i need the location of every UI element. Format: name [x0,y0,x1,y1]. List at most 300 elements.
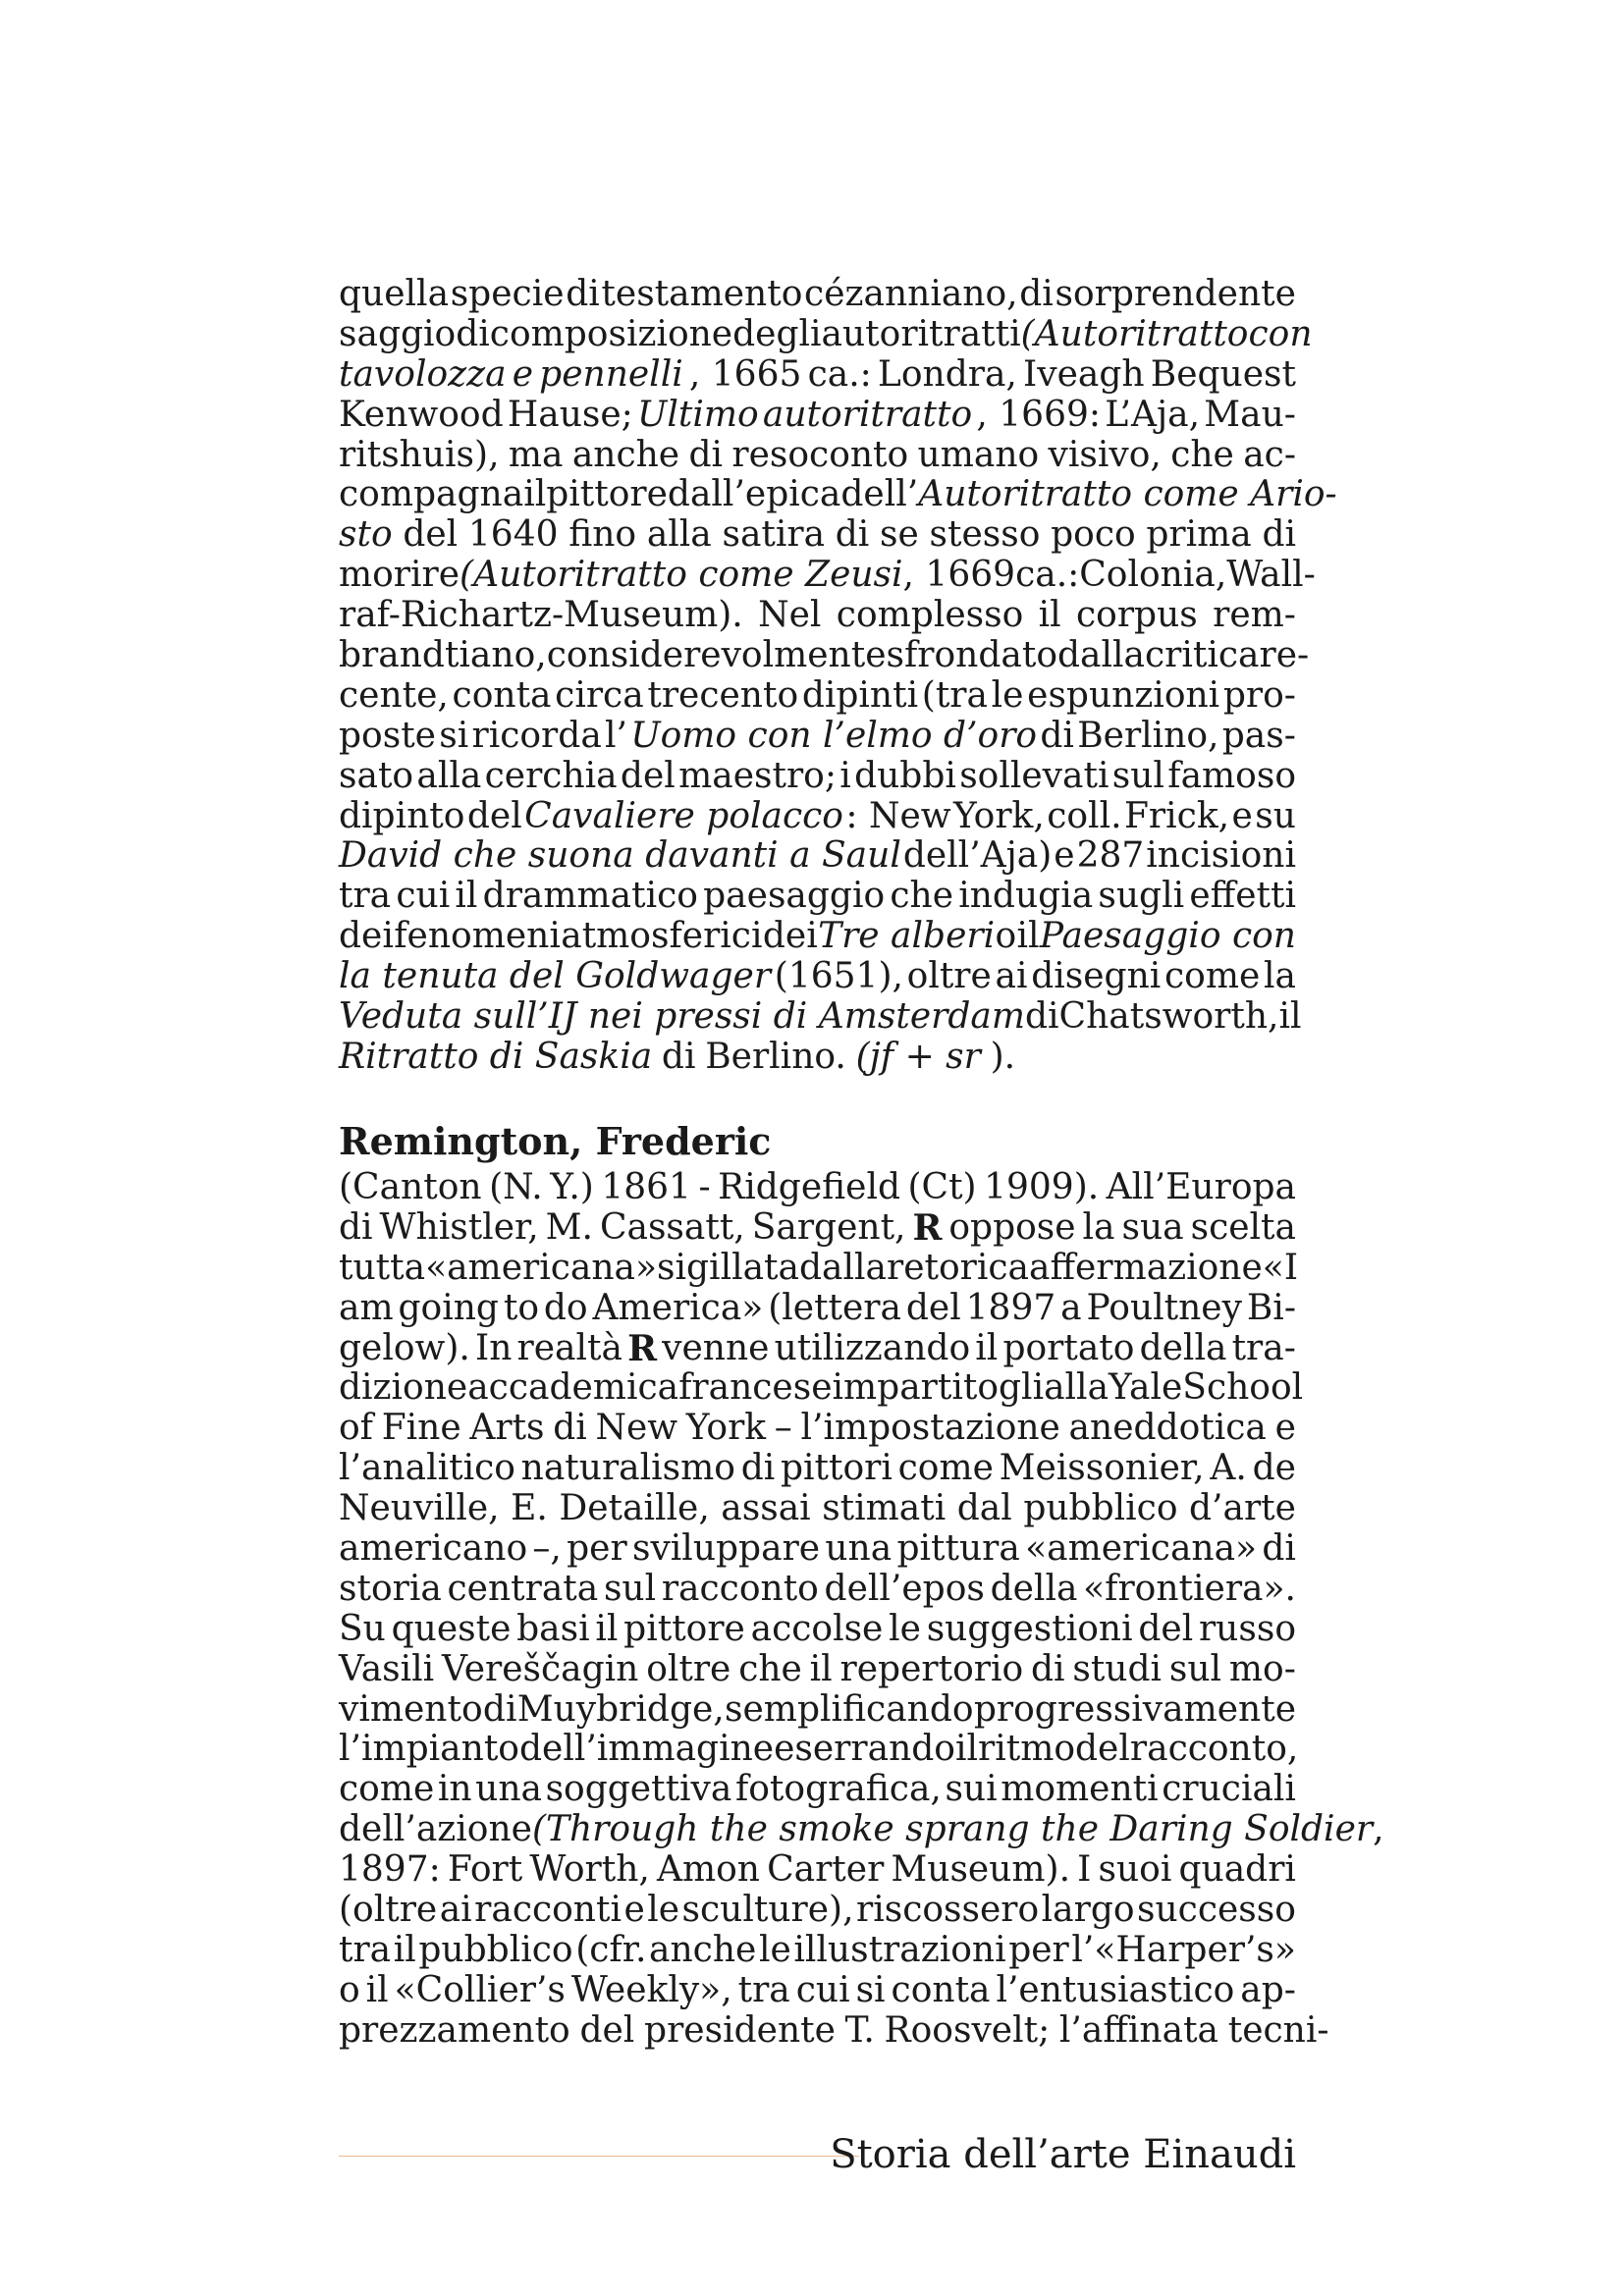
word: Hause; [507,394,633,435]
word: , 1665 [688,353,802,395]
text-line [339,436,1296,476]
word: le [647,1890,680,1931]
word: All’Europa [1106,1167,1296,1207]
word: basi [516,1608,590,1649]
word: del [403,514,459,556]
word: ai [439,1890,472,1931]
word: - [698,1167,711,1207]
word: serrando [794,1729,955,1770]
word: retorica [886,1247,1029,1288]
word: dell’immagine [518,1729,775,1770]
word: alla [1044,1367,1109,1409]
word: critica [1145,635,1260,676]
word: accolse [750,1608,884,1649]
word: York, [953,795,1045,836]
word: sugli [1098,876,1185,917]
word: I [1077,1849,1092,1891]
word: ). [990,1036,1016,1077]
word: visivo, [1048,434,1162,475]
word: riscossero [856,1890,1040,1931]
word: mo- [1228,1648,1296,1689]
word: York [685,1408,767,1449]
word: satira [722,514,826,556]
word: maestro; [678,755,837,796]
word: dubbi [854,755,956,796]
word: tra [339,1929,392,1970]
word: le [991,674,1024,716]
word: atmosferici [561,916,763,957]
word: rem- [1213,595,1296,636]
word: umano [917,434,1040,475]
word: ca.: [807,353,872,395]
text-line [339,1247,1299,1289]
word: degli [732,313,822,354]
text-line [339,836,1296,877]
word: sui [945,1769,998,1810]
word: se [880,514,919,556]
word: e [1054,835,1075,877]
word: il [595,1608,619,1649]
word: e [1274,1408,1296,1449]
word: dei [762,916,818,957]
text-line [339,797,1296,837]
word: si [439,715,469,756]
word: il [365,1969,389,2010]
word: tavolozza [339,353,507,395]
word: Tre alberi [818,916,996,957]
word: resoconto [731,434,909,475]
word: dipinto [339,795,465,836]
word: sua [1121,1206,1184,1248]
word: o [339,1969,360,2010]
word: Su [339,1608,386,1649]
word: Whistler, [379,1206,539,1248]
text-line [339,676,1296,717]
word: il [455,876,478,917]
text-line [339,1409,1296,1449]
word: tutta [339,1247,426,1288]
text-line [339,555,1316,596]
word: Yale [1109,1367,1183,1409]
word: Meissonier, [999,1448,1205,1489]
word: centrata [447,1568,599,1609]
word: Worth, [529,1849,650,1891]
word: anche [649,1929,757,1970]
word: suoi [1098,1849,1172,1891]
word: racconto [661,1568,819,1609]
word: tra [339,876,392,917]
word: Poultney [1086,1287,1242,1328]
word: progressivamente [973,1688,1296,1730]
word: una [475,1769,542,1810]
text-line [339,1729,1299,1770]
word: il [954,1729,979,1770]
word: studi [1072,1648,1163,1689]
word: Chatsworth, [1058,996,1279,1038]
word: Bequest [1150,353,1296,395]
word: corpus [1076,595,1198,636]
word: il [809,1648,833,1689]
word: l’ [605,715,628,756]
word: scelta [1190,1206,1296,1248]
word: storia [339,1568,442,1609]
word: sollevati [959,755,1109,796]
word: cente, [339,674,449,716]
text-line [339,1690,1296,1731]
footer-rule [339,2156,859,2157]
word: fenomeni [394,916,561,957]
word: Mau- [1204,394,1296,435]
word: oltre [646,1648,731,1689]
word: incisioni [1146,835,1296,877]
word: 1909). [984,1167,1100,1207]
word: cerchia [484,755,618,796]
word: Arts [469,1408,545,1449]
word: 1861 [601,1167,691,1207]
word: l’analitico [339,1448,515,1489]
word: del [1138,1608,1194,1649]
word: indugia [958,876,1094,917]
word: (oltre [339,1890,438,1931]
word: dipinti [801,674,919,716]
word: della [1139,1327,1227,1368]
word: ritmo [978,1729,1076,1770]
word: (cfr. [575,1929,647,1970]
word: In [474,1327,513,1368]
word: alla [646,514,712,556]
word: saggio [339,313,457,354]
entry-text-previous [339,274,1337,1078]
word: pittore [546,474,668,515]
word: «americana» [425,1247,658,1288]
word: di [688,434,724,475]
word: per [1008,1929,1069,1970]
word: soggettiva [545,1769,732,1810]
word: sto [339,514,393,556]
word: pittori [780,1448,893,1489]
text-line [339,396,1296,436]
word: sato [339,755,414,796]
word: America» [592,1287,764,1328]
word: del [466,795,522,836]
word: trecento [647,674,799,716]
text-line [339,1449,1296,1489]
word: ma [508,434,564,475]
word: dei [339,916,394,957]
word: specie [450,274,565,314]
word: di [1040,715,1074,756]
word: e [623,1890,645,1931]
word: conta [452,674,552,716]
word: to [503,1287,539,1328]
word: brandtiano, [339,635,547,676]
word: dizione [339,1367,468,1409]
word: circa [555,674,644,716]
word: pittore [623,1608,745,1649]
word: repertorio [839,1648,1024,1689]
word: Veduta sull’IJ nei pressi di Amsterdam [339,996,1025,1038]
text-line [339,355,1296,396]
word: School [1182,1367,1304,1409]
text-line [339,313,1313,355]
word: il [975,1327,999,1368]
word: largo [1041,1890,1135,1931]
word: conta [891,1969,991,2010]
word: ricorda [471,715,602,756]
word: le [758,1929,791,1970]
word: coll. [1047,795,1122,836]
word: del [579,2009,635,2051]
word: prima [1146,514,1252,556]
word: Roosvelt; [884,2009,1051,2051]
word: dell’azione [339,1809,532,1850]
word: E. [511,1488,548,1529]
word: come [1164,956,1261,997]
word: pas- [1221,715,1296,756]
word: dalla [1057,635,1146,676]
word: le [889,1608,921,1649]
word: aneddotica [1068,1408,1267,1449]
word: de [1252,1448,1296,1489]
word: sul [603,1568,657,1609]
word: Vereščagin [442,1648,639,1689]
word: , 1669: [976,394,1102,435]
word: una [825,1528,893,1570]
word: gelow). [339,1327,470,1368]
word: il [523,474,547,515]
word: A. [1210,1448,1247,1489]
word: Neuville, [339,1488,500,1529]
word: (Autoritratto [1020,313,1249,354]
word: R [627,1327,658,1369]
text-line [339,1329,1296,1369]
word: di [456,313,490,354]
text-line [339,1809,1384,1850]
word: in [437,1769,472,1810]
word: o [995,916,1017,957]
word: Colonia, [1079,555,1227,596]
text-line [339,1489,1296,1529]
word: momenti [1001,1769,1159,1810]
word: sculture), [681,1890,854,1931]
word: dell’epos [824,1568,985,1609]
word: presidente [644,2009,836,2051]
word: il [393,1929,416,1970]
word: fino [568,514,637,556]
word: morire [339,555,460,596]
word: di [661,1036,696,1077]
word: famoso [1167,755,1296,796]
word: Londra, [877,353,1017,395]
word: il [1278,996,1302,1038]
word: ritshuis), [339,434,500,475]
word: (Ct) [907,1167,977,1207]
word: (N. [489,1167,543,1207]
word: autoritratto [762,394,973,435]
word: dell’Aja) [902,835,1053,877]
word: suggestioni [926,1608,1133,1649]
word: semplificando [725,1688,974,1730]
word: considerevolmente [546,635,887,676]
word: affermazione [1029,1247,1263,1288]
word: Nel [758,595,822,636]
word: della [990,1568,1078,1609]
word: venne [662,1327,770,1368]
word: «I [1262,1247,1299,1288]
word: oppose [948,1206,1076,1248]
word: autoritratti [821,313,1021,354]
word: pubblico [1023,1488,1178,1529]
word: e [774,1729,795,1770]
text-line [339,515,1296,556]
word: Detaille, [559,1488,710,1529]
word: Frick, [1123,795,1230,836]
text-line [339,1208,1296,1249]
word: Iveagh [1023,353,1145,395]
word: drammatico [482,876,698,917]
word: il [1016,916,1040,957]
word: l’impostazione [800,1408,1060,1449]
word: sorprendente [1055,274,1296,314]
word: l’impianto [339,1729,519,1770]
word: ap- [1240,1969,1296,2010]
word: poste [339,715,436,756]
word: illustrazioni [793,1929,1006,1970]
entry-text-remington [339,1167,1384,2052]
word: l’affinata [1058,2009,1219,2051]
word: Fort [447,1849,523,1891]
word: l’entusiastico [996,1969,1235,2010]
word: i [839,755,851,796]
word: David che suona davanti a Saul [339,835,901,877]
word: cui [795,1969,850,2010]
word: Amon [656,1849,760,1891]
word: di [835,514,870,556]
word: re- [1259,635,1310,676]
word: e [1231,795,1253,836]
word: ca.: [1015,555,1080,596]
word: Ultimo [637,394,759,435]
word: pennelli [539,353,683,395]
word: of [339,1408,373,1449]
word: realtà [516,1327,622,1368]
word: 1897 [965,1287,1056,1328]
word: pro- [1222,674,1296,716]
word: composizione [489,313,733,354]
word: compagna [339,474,524,515]
word: la tenuta del Goldwager [339,956,772,997]
word: dell’ [840,474,919,515]
text-line [339,1850,1296,1891]
word: la [1263,956,1296,997]
word: che [1170,434,1234,475]
word: dalla [798,1247,887,1288]
word: russo [1198,1608,1296,1649]
word: tecni- [1227,2009,1329,2051]
word: (1651), [774,956,903,997]
word: cézanniano, [804,274,1018,314]
word: fotografica, [734,1769,942,1810]
word: per [567,1528,627,1570]
word: 1640 [467,514,559,556]
word: (jf + sr [855,1036,981,1077]
word: L’Aja, [1105,394,1201,435]
word: , [1373,1809,1384,1850]
word: racconti [474,1890,622,1931]
word: che [738,1648,802,1689]
word: (tra [921,674,988,716]
word: Uomo con l’elmo d’oro [630,715,1038,756]
word: (Through the smoke sprang the Daring Soldier [531,1809,1374,1850]
word: impartitogli [832,1367,1045,1409]
word: espunzioni [1027,674,1220,716]
word: queste [391,1608,512,1649]
word: di [553,1408,587,1449]
word: dall’epica [667,474,841,515]
word: ai [995,956,1028,997]
text-line [339,1168,1296,1208]
text-line [339,877,1296,917]
word: che [890,876,954,917]
entry-heading: Remington, Frederic [339,1119,772,1163]
word: si [855,1969,886,2010]
text-line [339,596,1296,636]
word: di [1262,1528,1296,1570]
word: tra [737,1969,790,2010]
footer-title: Storia dell’arte Einaudi [830,2132,1296,2177]
word: testamento [601,274,803,314]
text-line [339,757,1296,797]
word: «Collier’s [394,1969,566,2010]
word: cui [396,876,451,917]
word: a [1060,1287,1082,1328]
word: «frontiera». [1083,1568,1296,1609]
word: del [1075,1729,1130,1770]
word: di [1019,274,1054,314]
word: l’«Harper’s» [1071,1929,1296,1970]
word: d’arte [1189,1488,1296,1529]
word: su [1255,795,1296,836]
word: utilizzando [774,1327,971,1368]
text-line [339,996,1302,1038]
text-line [339,717,1296,757]
word: vimento [339,1688,483,1730]
word: del [620,755,676,796]
word: (Autoritratto come Zeusi [460,555,903,596]
word: M. [545,1206,593,1248]
text-line [339,1570,1296,1610]
word: «americana» [1025,1528,1258,1570]
word: alla [416,755,482,796]
word: raf-Richartz-Museum). [339,595,743,636]
word: il [1038,595,1061,636]
word: successo [1137,1890,1296,1931]
word: Berlino. [705,1036,846,1077]
text-line [339,1038,1296,1078]
word: tra- [1231,1327,1296,1368]
word: T. [844,2009,875,2051]
word: quadri [1178,1849,1296,1891]
word: sfrondato [886,635,1058,676]
word: : New [845,795,951,836]
word: anche [571,434,680,475]
word: –, [532,1528,562,1570]
word: quella [339,274,450,314]
word: ac- [1243,434,1296,475]
word: paesaggio [703,876,886,917]
word: di [566,274,600,314]
word: di [339,1206,373,1248]
